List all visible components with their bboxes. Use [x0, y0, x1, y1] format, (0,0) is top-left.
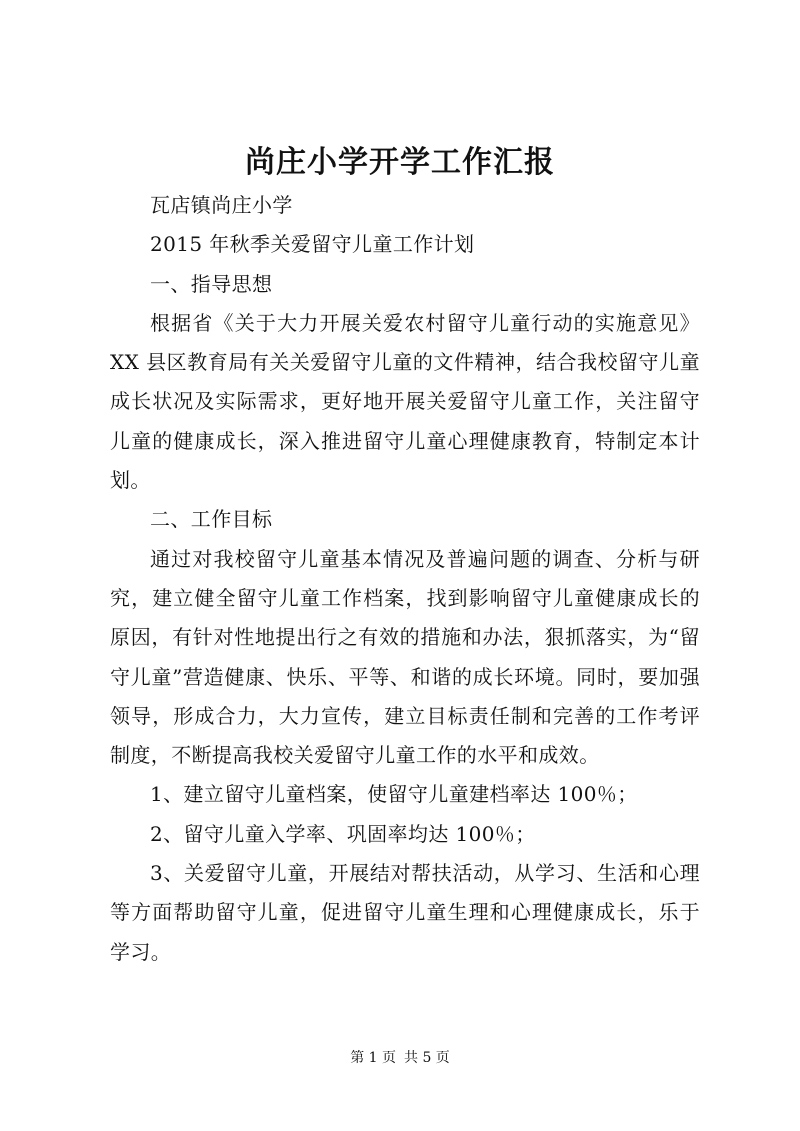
school-name: 瓦店镇尚庄小学	[150, 193, 293, 217]
page-total: 共 5 页	[404, 1050, 450, 1066]
goal-item-3: 3、关爱留守儿童，开展结对帮扶活动，从学习、生活和心理等方面帮助留守儿童，促进留守儿童生理和心理健康成长，乐于学习。	[110, 861, 700, 964]
paragraph-work-goals: 通过对我校留守儿童基本情况及普遍问题的调查、分析与研究，建立健全留守儿童工作档案，找到影响留守儿童健康成长的原因，有针对性地提出行之有效的措施和办法，狠抓落实，为“留守儿童”营造健康、快乐、平等、和谐的成长环境。同时，要加强领导，形成合力，大力宣传，建立目标责任制和完善的工作考评制度，不断提高我校关爱留守儿童工作的水平和成效。	[110, 546, 700, 768]
paragraph-guiding-thought: 根据省《关于大力开展关爱农村留守儿童行动的实施意见》XX 县区教育局有关关爱留守儿童的文件精神，结合我校留守儿童成长状况及实际需求，更好地开展关爱留守儿童工作，关注留守儿童的健康成长，深入推进留守儿童心理健康教育，特制定本计划。	[110, 310, 700, 493]
document-body	[110, 186, 700, 972]
section-heading-work-goals: 二、工作目标	[150, 507, 273, 532]
plan-title: 2015 年秋季关爱留守儿童工作计划	[150, 232, 475, 257]
goal-item-2: 2、留守儿童入学率、巩固率均达 100％；	[150, 821, 536, 846]
goal-item-1: 1、建立留守儿童档案，使留守儿童建档率达 100％；	[150, 782, 638, 807]
page-footer	[0, 1048, 800, 1068]
section-heading-guiding-thought: 一、指导思想	[150, 271, 273, 296]
page-number: 第 1 页	[350, 1050, 396, 1066]
document-title: 尚庄小学开学工作汇报	[245, 145, 555, 180]
